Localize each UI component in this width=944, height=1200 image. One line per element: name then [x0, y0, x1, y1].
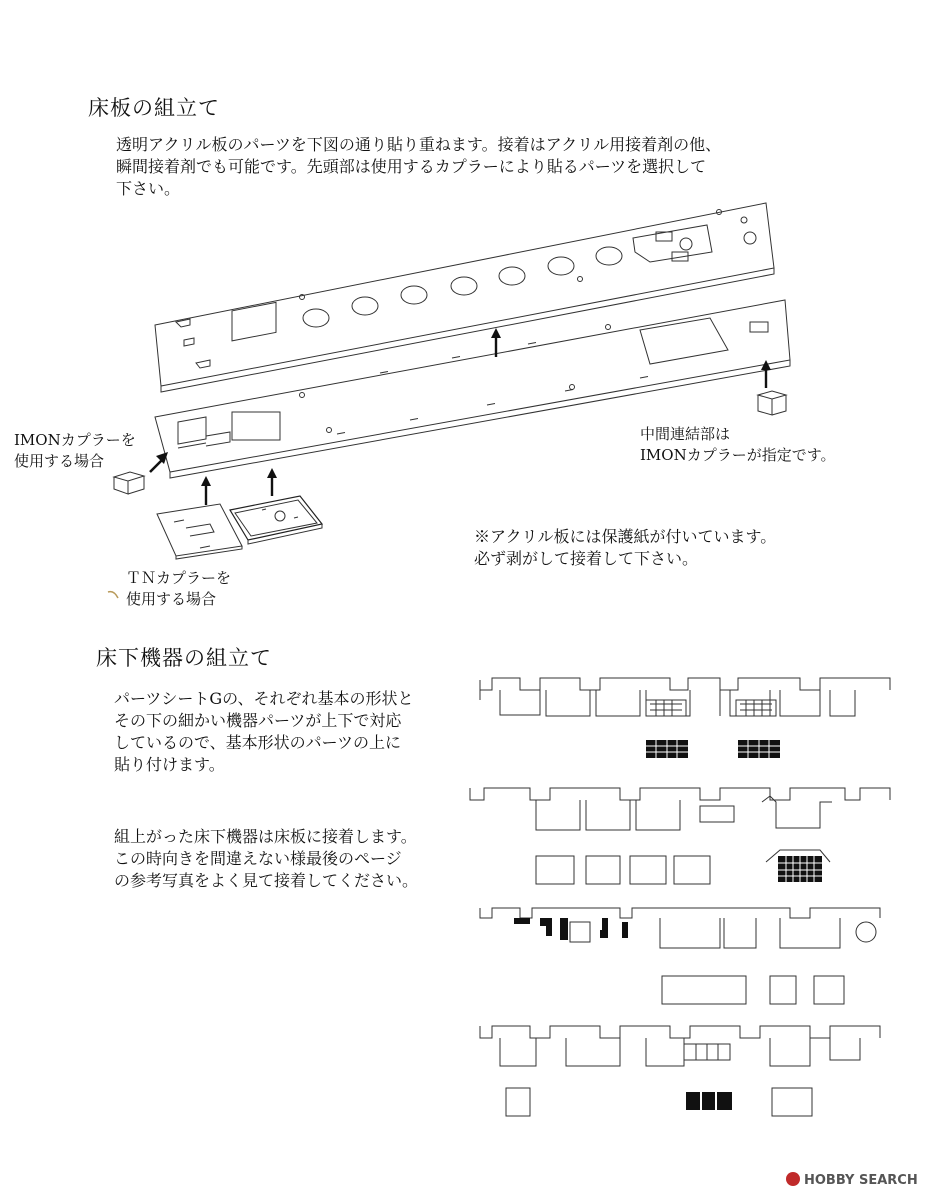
label-line: 中間連結部は: [640, 425, 731, 443]
para-line: この時向きを間違えない様最後のページ: [114, 849, 402, 868]
intro-line: 下さい。: [116, 179, 181, 198]
section-heading-underfloor: 床下機器の組立て: [96, 646, 272, 670]
watermark-text: HOBBY SEARCH: [804, 1173, 918, 1188]
top-floor-plate: [155, 203, 774, 392]
para-line: パーツシートGの、それぞれ基本の形状と: [114, 689, 414, 708]
section-heading-floor: 床板の組立て: [88, 96, 220, 120]
imon-coupler-label: [14, 430, 136, 472]
label-line: ＴＮカプラーを: [126, 569, 232, 587]
label-line: IMONカプラーが指定です。: [640, 446, 836, 464]
arrow-icon: [150, 452, 168, 472]
arrow-icon: [267, 468, 277, 496]
label-line: 使用する場合: [14, 452, 105, 470]
imon-coupler-block-right: [758, 391, 786, 415]
label-line: IMONカプラーを: [14, 431, 136, 449]
tn-coupler-plate-b: [230, 496, 322, 544]
protective-paper-note: [474, 526, 776, 570]
label-line: 使用する場合: [126, 590, 217, 608]
underfloor-instructions: [114, 688, 414, 776]
para-line: の参考写真をよく見て接着してください。: [114, 871, 419, 890]
tn-coupler-label: [126, 568, 231, 610]
parts-row-1: [480, 678, 890, 758]
tn-coupler-plate-a: [157, 504, 242, 559]
intro-line: 透明アクリル板のパーツを下図の通り貼り重ねます。接着はアクリル用接着剤の他、: [116, 135, 722, 154]
hobbysearch-watermark: [786, 1172, 918, 1188]
arrow-icon: [201, 476, 211, 505]
floor-plate-diagram: [0, 190, 944, 610]
parts-sheet-g-diagram: [470, 660, 890, 1140]
underfloor-attach-instructions: [114, 826, 418, 892]
parts-row-3: [480, 908, 880, 1004]
intro-line: 瞬間接着剤でも可能です。先頭部は使用するカプラーにより貼るパーツを選択して: [116, 157, 707, 176]
hobbysearch-logo-icon: [786, 1172, 800, 1186]
para-line: その下の細かい機器パーツが上下で対応: [114, 711, 402, 730]
para-line: しているので、基本形状のパーツの上に: [114, 733, 402, 752]
imon-coupler-block-left: [114, 472, 144, 494]
para-line: 組上がった床下機器は床板に接着します。: [114, 827, 417, 846]
note-line: ※アクリル板には保護紙が付いています。: [474, 527, 777, 546]
parts-row-2: [470, 788, 890, 884]
note-line: 必ず剥がして接着して下さい。: [474, 549, 699, 568]
parts-row-4: [480, 1026, 880, 1116]
middle-coupling-label: [640, 424, 836, 466]
stray-mark: [108, 592, 118, 598]
para-line: 貼り付けます。: [114, 755, 225, 774]
